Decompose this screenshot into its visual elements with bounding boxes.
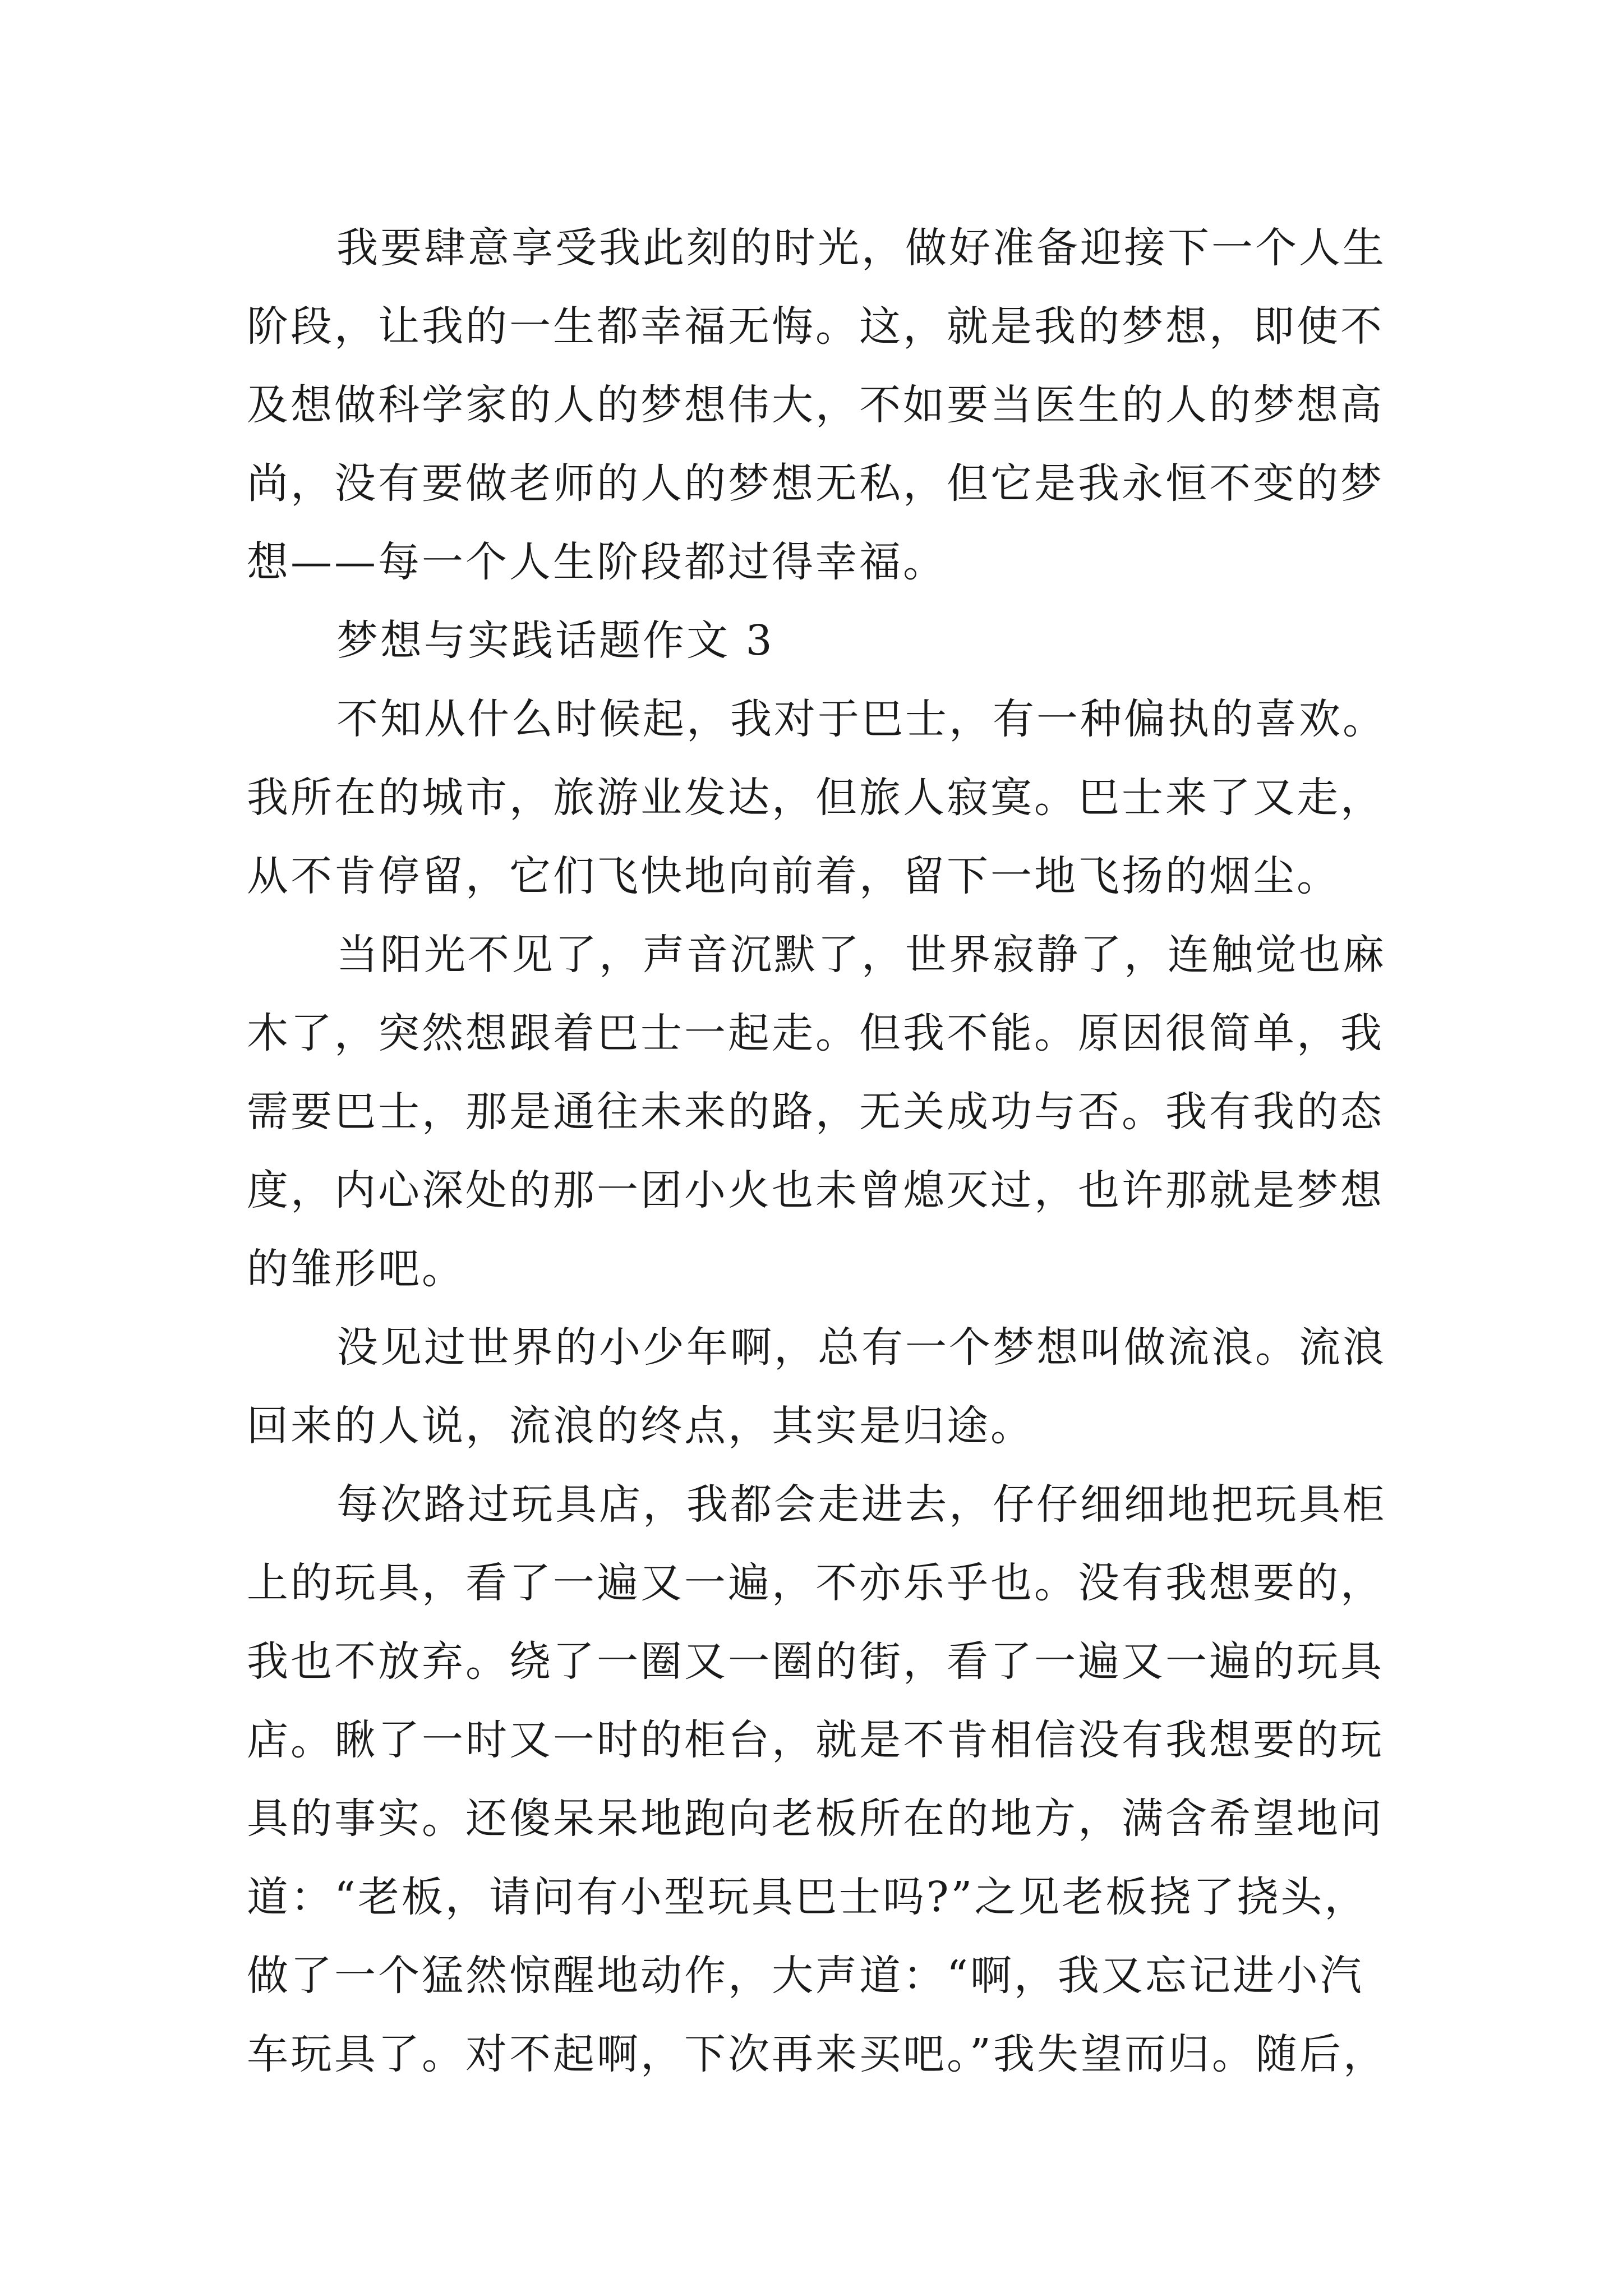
paragraph-toy-store [247,1465,1385,2093]
essay-title: 梦想与实践话题作文 3 [336,616,774,665]
text-line: 回来的人说，流浪的终点，其实是归途。 [247,1402,1034,1450]
text-line: 车玩具了。对不起啊，下次再来买吧。”我失望而归。随后， [247,2030,1387,2078]
text-line: 需要巴士，那是通往未来的路，无关成功与否。我有我的态 [247,1088,1384,1136]
text-line: 我要肆意享受我此刻的时光，做好准备迎接下一个人生 [336,224,1386,272]
text-line: 我也不放弃。绕了一圈又一圈的街，看了一遍又一遍的玩具 [247,1637,1384,1686]
text-line: 道：“老板，请问有小型玩具巴士吗?”之见老板挠了挠头， [247,1873,1368,1921]
document-body [247,209,1385,2093]
text-line: 从不肯停留，它们飞快地向前着，留下一地飞扬的烟尘。 [247,852,1340,900]
text-line: 做了一个猛然惊醒地动作，大声道：“啊，我又忘记进小汽 [247,1952,1364,2000]
text-line: 每次路过玩具店，我都会走进去，仔仔细细地把玩具柜 [336,1480,1386,1529]
text-line: 尚，没有要做老师的人的梦想无私，但它是我永恒不变的梦 [247,459,1384,508]
text-line: 店。瞅了一时又一时的柜台，就是不肯相信没有我想要的玩 [247,1716,1384,1764]
text-line: 木了，突然想跟着巴士一起走。但我不能。原因很简单，我 [247,1009,1384,1057]
text-line: 上的玩具，看了一遍又一遍，不亦乐乎也。没有我想要的， [247,1559,1384,1607]
paragraph-wandering [247,1308,1385,1465]
section-heading [247,601,1385,680]
text-line: 具的事实。还傻呆呆地跑向老板所在的地方，满含希望地问 [247,1795,1384,1843]
paragraph-dream-conclusion [247,209,1385,601]
text-line: 我所在的城市，旅游业发达，但旅人寂寞。巴士来了又走， [247,774,1384,822]
text-line: 阶段，让我的一生都幸福无悔。这，就是我的梦想，即使不 [247,302,1384,351]
text-line: 不知从什么时候起，我对于巴士，有一种偏执的喜欢。 [336,695,1386,743]
text-line: 度，内心深处的那一团小火也未曾熄灭过，也许那就是梦想 [247,1166,1384,1214]
paragraph-sunlight [247,915,1385,1308]
paragraph-bus-love [247,680,1385,915]
text-line: 的雏形吧。 [247,1245,465,1293]
text-line: 没见过世界的小少年啊，总有一个梦想叫做流浪。流浪 [336,1323,1386,1372]
text-line: 当阳光不见了，声音沉默了，世界寂静了，连触觉也麻 [336,931,1386,979]
text-line: 想——每一个人生阶段都过得幸福。 [247,538,947,586]
text-line: 及想做科学家的人的梦想伟大，不如要当医生的人的梦想高 [247,381,1384,429]
